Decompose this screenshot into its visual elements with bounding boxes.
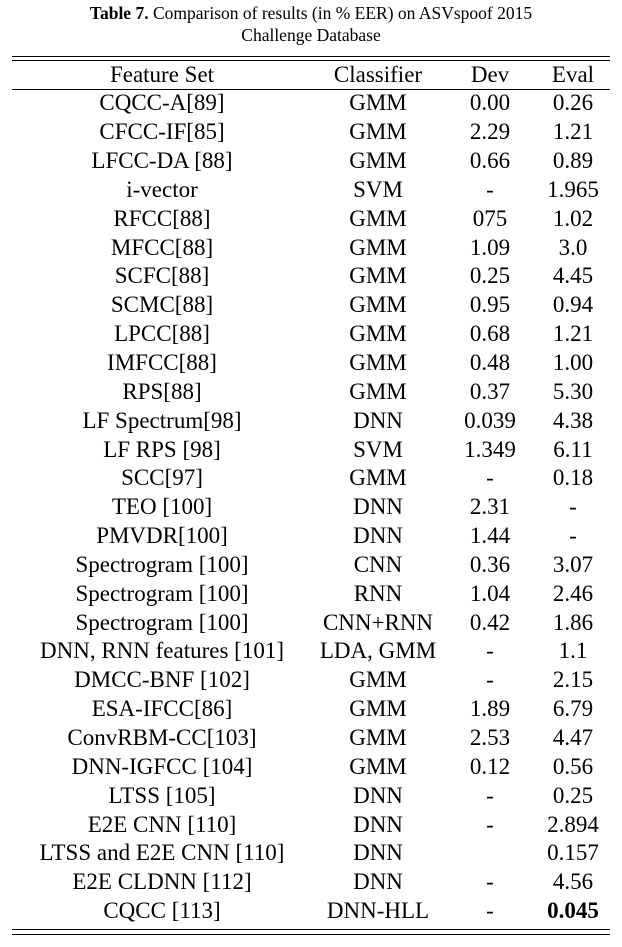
table-caption [0, 2, 622, 46]
eval-cell: 1.21 [552, 321, 594, 347]
header-row [12, 60, 610, 89]
table-row [12, 637, 610, 666]
classifier-cell: CNN [353, 551, 403, 577]
table-row [12, 118, 610, 147]
feature-set-cell: TEO [100] [111, 494, 213, 520]
table-row [12, 897, 610, 926]
table-body [12, 89, 610, 925]
dev-cell: 0.48 [469, 350, 511, 376]
table-row [12, 176, 610, 205]
table-row [12, 233, 610, 262]
dev-cell: - [486, 898, 494, 924]
eval-cell: 2.15 [552, 667, 594, 693]
classifier-cell: DNN [353, 840, 403, 866]
table-row [12, 320, 610, 349]
eval-cell: 0.89 [552, 148, 594, 174]
feature-set-cell: RPS[88] [122, 378, 202, 404]
feature-set-cell: LPCC[88] [114, 321, 210, 347]
header-eval: Eval [551, 61, 595, 87]
table-row [12, 551, 610, 580]
classifier-cell: LDA, GMM [319, 638, 437, 664]
table-row [12, 262, 610, 291]
dev-cell: 1.09 [469, 234, 511, 260]
eval-cell: 3.0 [558, 234, 588, 260]
eval-cell: 4.47 [552, 724, 594, 750]
classifier-cell: GMM [349, 321, 407, 347]
header-feature-set: Feature Set [109, 61, 215, 87]
header-dev: Dev [470, 61, 510, 87]
table-row [12, 868, 610, 897]
dev-cell: 1.349 [464, 436, 516, 462]
eval-cell: 6.79 [552, 696, 594, 722]
classifier-cell: GMM [349, 263, 407, 289]
table-row [12, 666, 610, 695]
dev-cell: 2.31 [469, 494, 511, 520]
table-row [12, 493, 610, 522]
eval-cell: 3.07 [552, 551, 594, 577]
top-rule-1 [12, 56, 610, 57]
table-row [12, 435, 610, 464]
feature-set-cell: SCFC[88] [114, 263, 210, 289]
caption-line-1 [0, 2, 622, 24]
dev-cell: 0.36 [469, 551, 511, 577]
dev-cell: - [486, 176, 494, 202]
header-classifier: Classifier [333, 61, 423, 87]
dev-cell: 0.37 [469, 378, 511, 404]
classifier-cell: GMM [349, 696, 407, 722]
classifier-cell: GMM [349, 292, 407, 318]
eval-cell: 2.46 [552, 580, 594, 606]
dev-cell [444, 839, 536, 868]
feature-set-cell: LTSS [105] [108, 782, 216, 808]
dev-cell: 0.66 [469, 148, 511, 174]
caption-line-2: Challenge Database [241, 25, 381, 45]
dev-cell: 0.12 [469, 753, 511, 779]
classifier-cell: SVM [353, 176, 403, 202]
feature-set-cell: i-vector [126, 176, 198, 202]
table-row [12, 608, 610, 637]
feature-set-cell: Spectrogram [100] [75, 551, 249, 577]
dev-cell: 0.68 [469, 321, 511, 347]
eval-cell: 0.25 [552, 782, 594, 808]
classifier-cell: DNN [353, 869, 403, 895]
bottom-rule-1 [12, 929, 610, 930]
feature-set-cell: E2E CNN [110] [87, 811, 237, 837]
table-row [12, 464, 610, 493]
eval-cell: - [569, 494, 577, 520]
classifier-cell: DNN [353, 407, 403, 433]
feature-set-cell: SCMC[88] [110, 292, 214, 318]
feature-set-cell: ESA-IFCC[86] [91, 696, 233, 722]
classifier-cell: GMM [349, 465, 407, 491]
classifier-cell: RNN [353, 580, 403, 606]
bottom-rule-2 [12, 934, 610, 935]
dev-cell: 0.039 [464, 407, 516, 433]
table-row [12, 377, 610, 406]
table-row [12, 89, 610, 118]
classifier-cell: GMM [349, 234, 407, 260]
dev-cell: 0.25 [469, 263, 511, 289]
classifier-cell: DNN [353, 811, 403, 837]
results-table [12, 60, 610, 925]
eval-cell: 0.56 [552, 753, 594, 779]
eval-cell: 5.30 [552, 378, 594, 404]
feature-set-cell: Spectrogram [100] [75, 580, 249, 606]
table-row [12, 781, 610, 810]
feature-set-cell: RFCC[88] [113, 205, 211, 231]
dev-cell: 2.53 [469, 724, 511, 750]
classifier-cell: SVM [353, 436, 403, 462]
feature-set-cell: PMVDR[100] [96, 523, 228, 549]
classifier-cell: DNN [353, 782, 403, 808]
classifier-cell: DNN-HLL [326, 898, 430, 924]
table-row [12, 204, 610, 233]
eval-cell: 6.11 [553, 436, 593, 462]
eval-cell: - [569, 523, 577, 549]
classifier-cell: GMM [349, 119, 407, 145]
feature-set-cell: ConvRBM-CC[103] [67, 724, 257, 750]
dev-cell: 1.44 [469, 523, 511, 549]
feature-set-cell: E2E CLDNN [112] [72, 869, 252, 895]
dev-cell: - [486, 869, 494, 895]
classifier-cell: CNN+RNN [322, 609, 434, 635]
dev-cell: 2.29 [469, 119, 511, 145]
eval-cell: 0.94 [552, 292, 594, 318]
dev-cell: 0.95 [469, 292, 511, 318]
table-row [12, 522, 610, 551]
dev-cell: - [486, 811, 494, 837]
table-row [12, 752, 610, 781]
feature-set-cell: DNN, RNN features [101] [40, 638, 284, 664]
eval-cell: 1.86 [552, 609, 594, 635]
dev-cell: - [486, 638, 494, 664]
classifier-cell: GMM [349, 350, 407, 376]
dev-cell: - [486, 465, 494, 491]
feature-set-cell: LTSS and E2E CNN [110] [39, 840, 285, 866]
feature-set-cell: MFCC[88] [110, 234, 214, 260]
feature-set-cell: IMFCC[88] [107, 350, 217, 376]
eval-cell: 2.894 [547, 811, 599, 837]
eval-cell: 0.18 [552, 465, 594, 491]
classifier-cell: GMM [349, 753, 407, 779]
feature-set-cell: LF RPS [98] [103, 436, 221, 462]
table-row [12, 349, 610, 378]
table-row [12, 839, 610, 868]
feature-set-cell: SCC[97] [121, 465, 203, 491]
table-row [12, 724, 610, 753]
dev-cell: - [486, 782, 494, 808]
classifier-cell: GMM [349, 90, 407, 116]
feature-set-cell: DMCC-BNF [102] [74, 667, 250, 693]
eval-cell: 1.00 [552, 350, 594, 376]
classifier-cell: GMM [349, 205, 407, 231]
eval-cell: 0.045 [547, 898, 599, 924]
dev-cell: 1.89 [469, 696, 511, 722]
classifier-cell: DNN [353, 494, 403, 520]
table-row [12, 291, 610, 320]
classifier-cell: GMM [349, 378, 407, 404]
eval-cell: 4.45 [552, 263, 594, 289]
dev-cell: 1.04 [469, 580, 511, 606]
classifier-cell: GMM [349, 148, 407, 174]
dev-cell: 0.00 [469, 90, 511, 116]
table-row [12, 147, 610, 176]
eval-cell: 1.965 [547, 176, 599, 202]
table-row [12, 810, 610, 839]
eval-cell: 0.26 [552, 90, 594, 116]
feature-set-cell: LF Spectrum[98] [82, 407, 242, 433]
dev-cell: - [486, 667, 494, 693]
eval-cell: 4.38 [552, 407, 594, 433]
eval-cell: 1.1 [558, 638, 588, 664]
caption-text: Comparison of results (in % EER) on ASVspoof 2015 [152, 3, 533, 23]
feature-set-cell: LFCC-DA [88] [91, 148, 233, 174]
classifier-cell: GMM [349, 724, 407, 750]
table-row [12, 406, 610, 435]
eval-cell: 1.02 [552, 205, 594, 231]
classifier-cell: GMM [349, 667, 407, 693]
table-row [12, 695, 610, 724]
dev-cell: 0.42 [469, 609, 511, 635]
feature-set-cell: DNN-IGFCC [104] [71, 753, 253, 779]
feature-set-cell: CQCC [113] [103, 898, 221, 924]
eval-cell: 0.157 [547, 840, 599, 866]
eval-cell: 1.21 [552, 119, 594, 145]
feature-set-cell: CQCC-A[89] [99, 90, 225, 116]
table-row [12, 579, 610, 608]
eval-cell: 4.56 [552, 869, 594, 895]
dev-cell: 075 [472, 205, 508, 231]
feature-set-cell: Spectrogram [100] [75, 609, 249, 635]
feature-set-cell: CFCC-IF[85] [99, 119, 225, 145]
classifier-cell: DNN [353, 523, 403, 549]
caption-label: Table 7. [89, 3, 149, 23]
